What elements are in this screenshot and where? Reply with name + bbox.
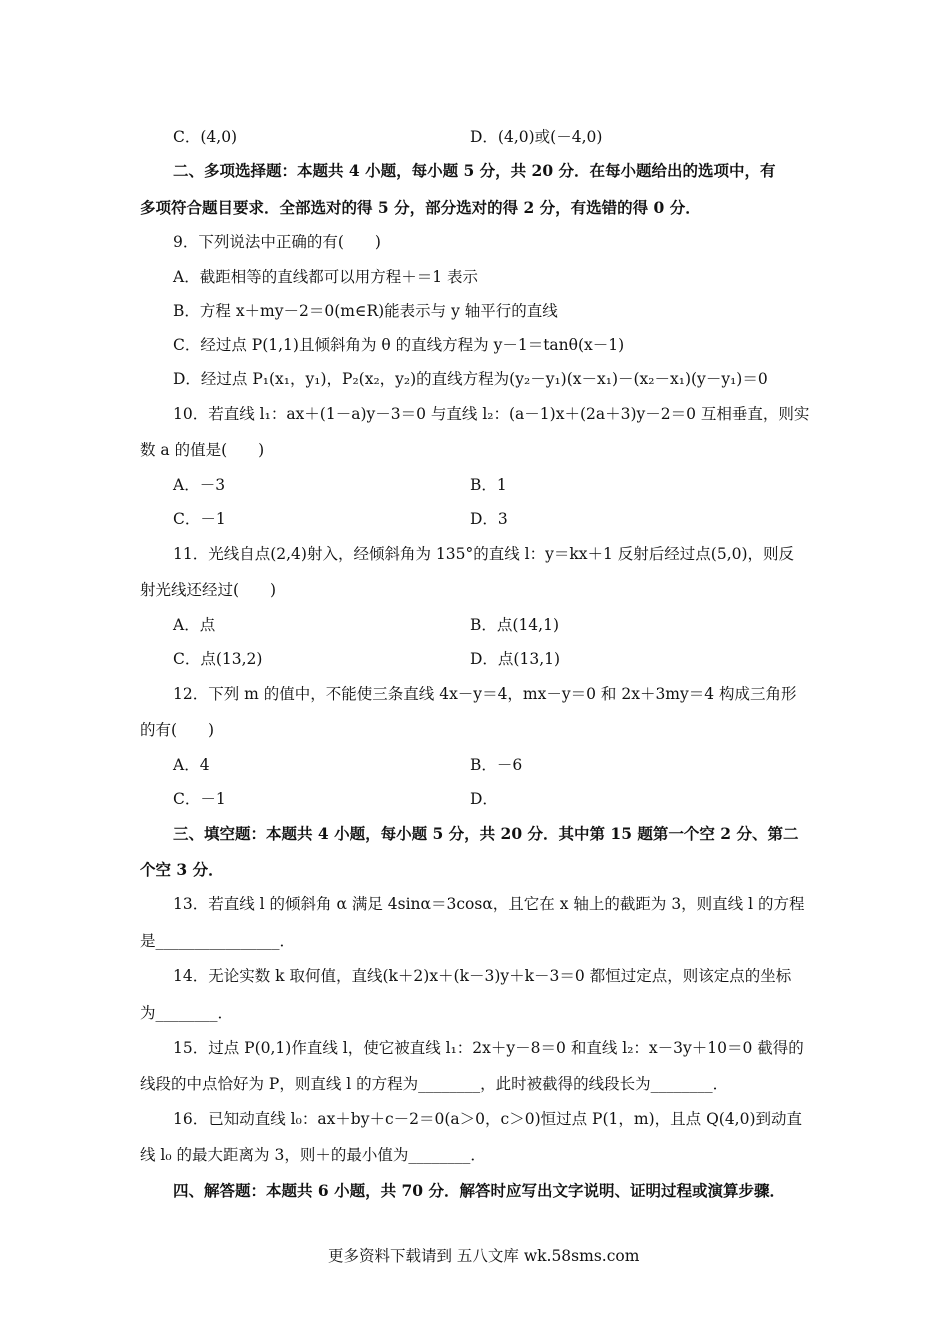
q10-option-c: C．－1 (173, 510, 226, 528)
q8-option-d: D．(4,0)或(－4,0) (470, 128, 603, 146)
q12-option-a: A．4 (173, 756, 210, 774)
q9-option-b: B．方程 x＋my－2＝0(m∈R)能表示与 y 轴平行的直线 (173, 302, 558, 320)
q12-option-b: B．－6 (470, 756, 523, 774)
q11-stem-line2: 射光线还经过( ) (140, 581, 277, 599)
q10-option-b: B．1 (470, 476, 507, 494)
q9-option-c: C．经过点 P(1,1)且倾斜角为 θ 的直线方程为 y－1＝tanθ(x－1) (173, 336, 625, 354)
q12-stem-line2: 的有( ) (140, 721, 215, 739)
q12-stem-line1: 12．下列 m 的值中，不能使三条直线 4x－y＝4，mx－y＝0 和 2x＋3my＝4 构成三角形 (173, 685, 797, 703)
q11-option-b: B．点(14,1) (470, 616, 559, 634)
q13-stem-line1: 13．若直线 l 的倾斜角 α 满足 4sinα＝3cosα，且它在 x 轴上的截距为 3，则直线 l 的方程 (173, 895, 805, 913)
q16-stem-line2: 线 l₀ 的最大距离为 3，则＋的最小值为________． (140, 1146, 486, 1164)
q9-stem: 9．下列说法中正确的有( ) (173, 233, 381, 251)
q13-stem-line2: 是________________． (140, 932, 296, 950)
q12-option-c: C．－1 (173, 790, 226, 808)
section2-heading-line1: 二、多项选择题：本题共 4 小题，每小题 5 分，共 20 分．在每小题给出的选项中，有 (173, 161, 776, 180)
q9-option-d: D．经过点 P₁(x₁，y₁)，P₂(x₂，y₂)的直线方程为(y₂－y₁)(x－x₁)－(x₂－x₁)(y－y₁)＝0 (173, 370, 768, 388)
q14-stem-line2: 为________． (140, 1004, 234, 1022)
q11-option-a: A．点 (173, 616, 216, 634)
q10-stem-line2: 数 a 的值是( ) (140, 441, 265, 459)
q15-stem-line1: 15．过点 P(0,1)作直线 l，使它被直线 l₁：2x＋y－8＝0 和直线 l₂：x－3y＋10＝0 截得的 (173, 1039, 804, 1057)
q11-option-d: D．点(13,1) (470, 650, 561, 668)
section3-heading-line2: 个空 3 分． (140, 860, 224, 879)
q16-stem-line1: 16．已知动直线 l₀：ax＋by＋c－2＝0(a＞0，c＞0)恒过点 P(1，m)，且点 Q(4,0)到动直 (173, 1110, 803, 1128)
q15-stem-line2: 线段的中点恰好为 P，则直线 l 的方程为________，此时被截得的线段长为________． (140, 1075, 729, 1093)
section4-heading: 四、解答题：本题共 6 小题，共 70 分．解答时应写出文字说明、证明过程或演算步骤． (173, 1181, 785, 1200)
q8-option-c: C．(4,0) (173, 128, 238, 146)
q10-option-d: D．3 (470, 510, 508, 528)
q11-stem-line1: 11．光线自点(2,4)射入，经倾斜角为 135°的直线 l：y＝kx＋1 反射后经过点(5,0)，则反 (173, 545, 795, 563)
q9-option-a: A．截距相等的直线都可以用方程＋＝1 表示 (173, 268, 478, 286)
q10-option-a: A．－3 (173, 476, 226, 494)
q14-stem-line1: 14．无论实数 k 取何值，直线(k＋2)x＋(k－3)y＋k－3＝0 都恒过定点，则该定点的坐标 (173, 967, 792, 985)
q12-option-d: D． (470, 790, 498, 808)
q11-option-c: C．点(13,2) (173, 650, 263, 668)
section3-heading-line1: 三、填空题：本题共 4 小题，每小题 5 分，共 20 分．其中第 15 题第一个空 2 分、第二 (173, 824, 799, 843)
footer-download-link[interactable]: 更多资料下载请到 五八文库 wk.58sms.com (328, 1247, 640, 1265)
q10-stem-line1: 10．若直线 l₁：ax＋(1－a)y－3＝0 与直线 l₂：(a－1)x＋(2a＋3)y－2＝0 互相垂直，则实 (173, 405, 810, 423)
section2-heading-line2: 多项符合题目要求．全部选对的得 5 分，部分选对的得 2 分，有选错的得 0 分． (140, 198, 701, 217)
